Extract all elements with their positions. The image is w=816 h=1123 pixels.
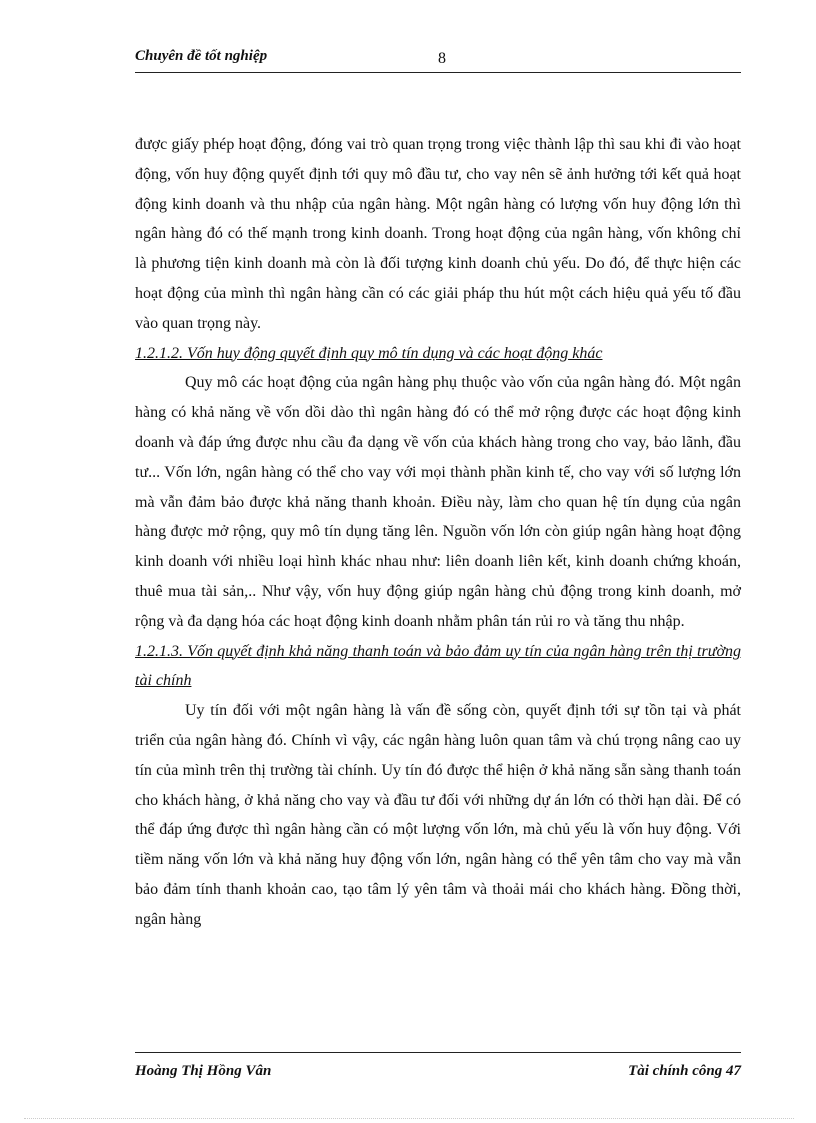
document-title: Chuyên đề tốt nghiệp [135, 48, 268, 64]
document-body [135, 130, 741, 935]
paragraph-reputation: Uy tín đối với một ngân hàng là vấn đề sống còn, quyết định tới sự tồn tại và phát triển của ngân hàng đó. Chính vì vậy, các ngân hàng luôn quan tâm và chú trọng nâng cao uy tín của mình trên thị trường tài chính. Uy tín đó được thể hiện ở khả năng sẵn sàng thanh toán cho khách hàng, ở khả năng cho vay và đầu tư đối với những dự án lớn có thời hạn dài. Để có thể đáp ứng được thì ngân hàng cần có một lượng vốn lớn, mà chủ yếu là vốn huy động. Với tiềm năng vốn lớn và khả năng huy động vốn lớn, ngân hàng có thể yên tâm cho vay mà vẫn bảo đảm tính thanh khoản cao, tạo tâm lý yên tâm và thoải mái cho khách hàng. Đồng thời, ngân hàng [135, 702, 741, 928]
class-name: Tài chính công 47 [628, 1063, 741, 1079]
section-heading-1-2-1-2: 1.2.1.2. Vốn huy động quyết định quy mô tín dụng và các hoạt động khác [135, 344, 603, 362]
paragraph-scale-of-credit: Quy mô các hoạt động của ngân hàng phụ thuộc vào vốn của ngân hàng đó. Một ngân hàng có khả năng về vốn dồi dào thì ngân hàng đó có thể mở rộng được các hoạt động kinh doanh và đáp ứng được nhu cầu đa dạng về vốn của khách hàng trong cho vay, bảo lãnh, đầu tư... Vốn lớn, ngân hàng có thể cho vay với mọi thành phần kinh tế, cho vay với số lượng lớn mà vẫn đảm bảo được khả năng thanh khoản. Điều này, làm cho quan hệ tín dụng của ngân hàng được mở rộng, quy mô tín dụng tăng lên. Nguồn vốn lớn còn giúp ngân hàng hoạt động kinh doanh với nhiều loại hình khác nhau như: liên doanh liên kết, kinh doanh chứng khoán, thuê mua tài sản,.. Như vậy, vốn huy động giúp ngân hàng chủ động trong kinh doanh, mở rộng và đa dạng hóa các hoạt động kinh doanh nhằm phân tán rủi ro và tăng thu nhập. [135, 374, 741, 630]
page-header [135, 48, 741, 73]
section-heading-1-2-1-3: 1.2.1.3. Vốn quyết định khả năng thanh toán và bảo đảm uy tín của ngân hàng trên thị trường tài chính [135, 642, 741, 690]
page-number: 8 [438, 50, 446, 67]
author-name: Hoàng Thị Hồng Vân [135, 1063, 272, 1079]
page-bottom-divider [24, 1118, 794, 1119]
paragraph-continued: được giấy phép hoạt động, đóng vai trò quan trọng trong việc thành lập thì sau khi đi vào hoạt động, vốn huy động quyết định tới quy mô đầu tư, cho vay nên sẽ ảnh hưởng tới kết quả hoạt động kinh doanh và thu nhập của ngân hàng. Một ngân hàng có lượng vốn huy động lớn thì ngân hàng đó có thế mạnh trong kinh doanh. Trong hoạt động của ngân hàng, vốn không chỉ là phương tiện kinh doanh mà còn là đối tượng kinh doanh chủ yếu. Do đó, để thực hiện các hoạt động của mình thì ngân hàng cần có các giải pháp thu hút một cách hiệu quả yếu tố đầu vào quan trọng này. [135, 136, 741, 332]
page-footer [135, 1052, 741, 1083]
